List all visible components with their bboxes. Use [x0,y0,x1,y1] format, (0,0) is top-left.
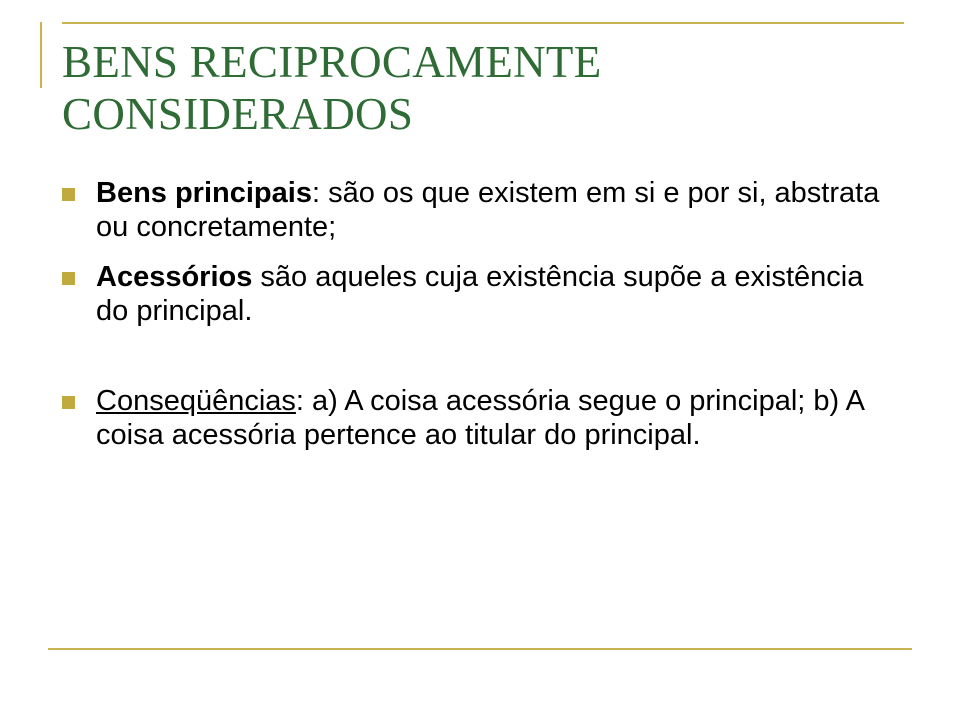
slide-title [62,36,882,140]
bullet-text: : a) A coisa acessória segue o principal; b) A coisa acessória pertence ao titular do principal. [96,385,864,451]
bullet-item-acessorios [62,260,892,328]
square-bullet-icon [62,272,75,285]
top-rule [62,22,904,24]
left-rule [40,22,42,88]
bullet-term: Bens principais [96,177,312,209]
title-line-1: BENS RECIPROCAMENTE [62,37,602,87]
bullet-item-consequencias [62,384,892,452]
bottom-rule [48,648,912,650]
bullet-text: : são os que existem em si e por si, abstrata ou concretamente; [96,177,880,243]
title-line-2: CONSIDERADOS [62,89,414,139]
bullet-term: Conseqüências [96,385,296,417]
square-bullet-icon [62,188,75,201]
bullet-term: Acessórios [96,261,253,293]
bullet-item-bens-principais [62,176,892,244]
square-bullet-icon [62,396,75,409]
bullet-list [62,176,892,468]
bullet-text: são aqueles cuja existência supõe a existência do principal. [96,261,864,327]
